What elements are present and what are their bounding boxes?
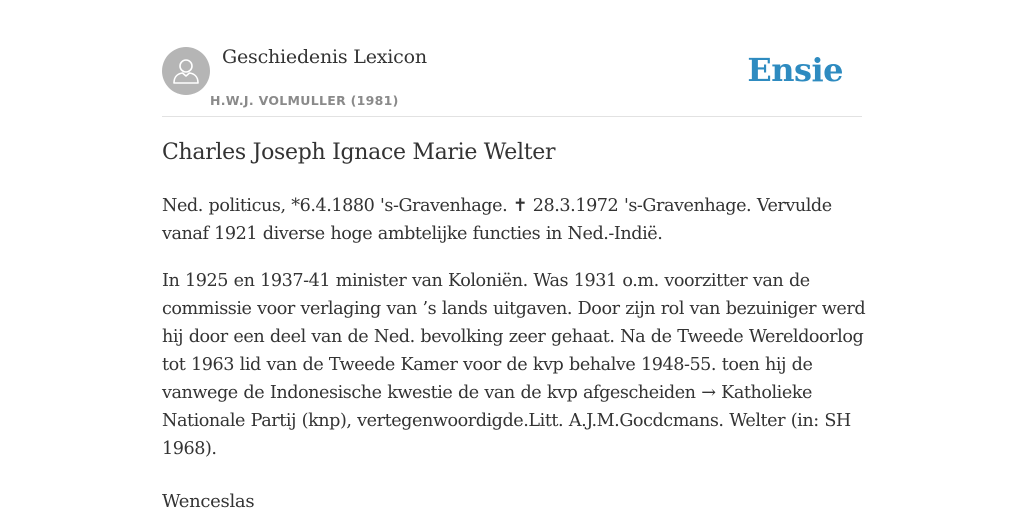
user-icon [162, 47, 210, 95]
related-entry-link[interactable]: Wenceslas [162, 491, 255, 512]
lexicon-header [162, 46, 862, 117]
article-paragraph-1: Ned. politicus, *6.4.1880 's-Gravenhage. ✝ 28.3.1972 's-Gravenhage. Vervulde vanaf 1921 diverse hoge ambtelijke functies in Ned.-Indië. [162, 196, 832, 244]
author-link[interactable]: H.W.J. VOLMULLER (1981) [210, 93, 399, 108]
page-title: Charles Joseph Ignace Marie Welter [162, 140, 556, 165]
article-paragraph-2: In 1925 en 1937-41 minister van Koloniën. Was 1931 o.m. voorzitter van de commissie voor verlaging van ’s lands uitgaven. Door zijn rol van bezuiniger werd hij door een deel van de Ned. bevolking zeer gehaat. Na de Tweede Wereldoorlog tot 1963 lid van de Tweede Kamer voor de kvp behalve 1948-55. toen hij de vanwege de Indonesische kwestie de van de kvp afgescheiden → Katholieke Nationale Partij (knp), vertegenwoordigde.Litt. A.J.M.Gocdcmans. Welter (in: SH 1968). [162, 271, 866, 459]
avatar[interactable] [162, 47, 210, 95]
ensie-logo[interactable]: Ensie [747, 51, 843, 89]
lexicon-name-link[interactable]: Geschiedenis Lexicon [222, 46, 427, 68]
